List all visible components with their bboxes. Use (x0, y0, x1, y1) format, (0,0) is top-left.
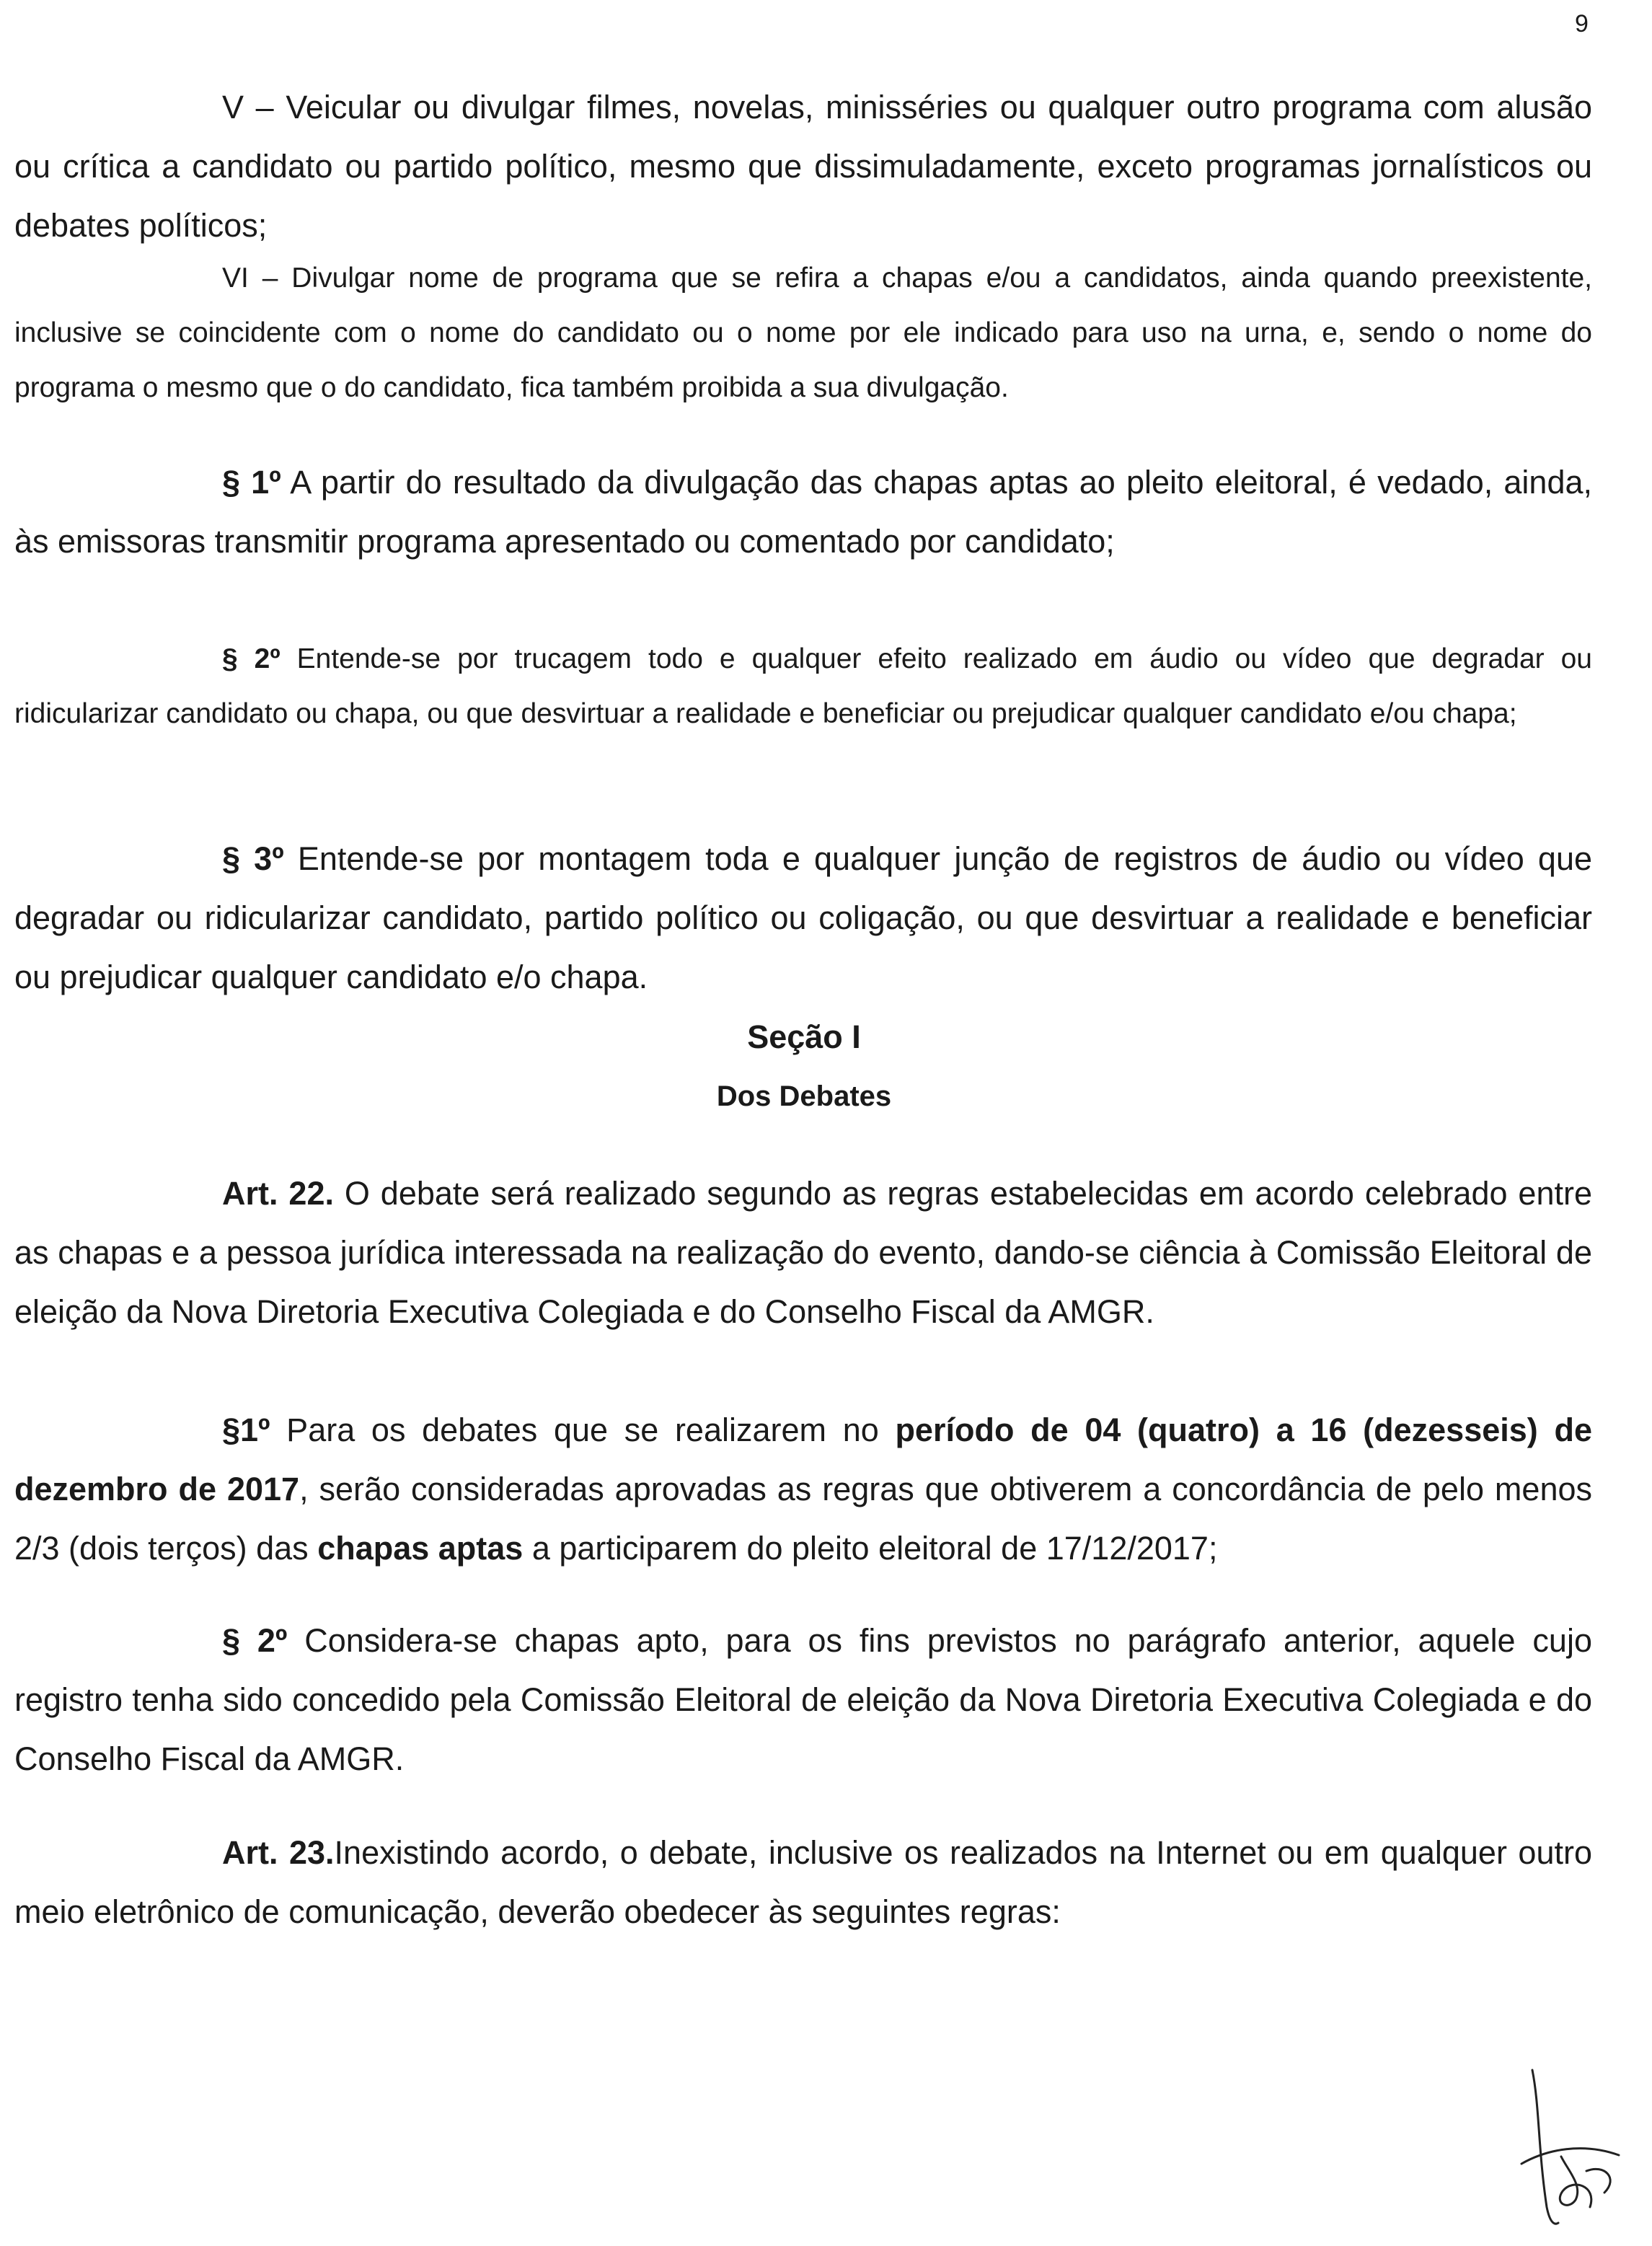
article-22-p2-label: § 2º (222, 1622, 288, 1659)
article-22-p2-text: Considera-se chapas apto, para os fins previstos no parágrafo anterior, aquele cujo registro tenha sido concedido pela Comissão Eleitoral de eleição da Nova Diretoria Executiva Colegiada e do Conselho Fiscal da AMGR. (14, 1622, 1592, 1777)
section-title: Seção I (747, 1018, 861, 1055)
section-subtitle: Dos Debates (716, 1080, 892, 1112)
item-vi-text: VI – Divulgar nome de programa que se refira a chapas e/ou a candidatos, ainda quando preexistente, inclusive se coincidente com o nome do candidato ou o nome por ele indicado para uso na urna, e, sendo o nome do programa o mesmo que o do candidato, fica também proibida a sua divulgação. (14, 263, 1592, 403)
article-22-paragraph-2 (14, 1611, 1592, 1789)
article-22-p1-text-a: Para os debates que se realizarem no (270, 1412, 896, 1448)
article-23-label: Art. 23. (222, 1834, 335, 1871)
article-22-p1-text-b: , serão consideradas aprovadas as regras que obtiverem a concordância de pelo menos 2/3 (dois terços) das (14, 1471, 1592, 1567)
article-22-p1-bold-a: período de 04 (quatro) a 16 (dezesseis) de dezembro de 2017 (14, 1412, 1592, 1507)
handwritten-signature (1518, 2063, 1626, 2229)
paragraph-2-label: § 2º (222, 643, 281, 674)
article-22-paragraph-1 (14, 1401, 1592, 1578)
paragraph-3-label: § 3º (222, 840, 284, 877)
article-22 (14, 1164, 1592, 1342)
item-vi (14, 251, 1592, 415)
item-v-text: V – Veicular ou divulgar filmes, novelas, minisséries ou qualquer outro programa com alusão ou crítica a candidato ou partido político, mesmo que dissimuladamente, exceto programas jornalísticos ou debates políticos; (14, 89, 1592, 244)
article-22-p1-bold-b: chapas aptas (317, 1530, 524, 1567)
article-22-p1-text-c: a participarem do pleito eleitoral de 17/12/2017; (523, 1530, 1218, 1567)
item-v (14, 78, 1592, 255)
paragraph-1-text: A partir do resultado da divulgação das chapas aptas ao pleito eleitoral, é vedado, ainda, às emissoras transmitir programa apresentado ou comentado por candidato; (14, 464, 1592, 560)
paragraph-2 (14, 632, 1592, 741)
article-22-label: Art. 22. (222, 1175, 334, 1212)
article-23-text: Inexistindo acordo, o debate, inclusive os realizados na Internet ou em qualquer outro meio eletrônico de comunicação, deverão obedecer às seguintes regras: (14, 1834, 1592, 1930)
paragraph-2-text: Entende-se por trucagem todo e qualquer efeito realizado em áudio ou vídeo que degradar ou ridicularizar candidato ou chapa, ou que desvirtuar a realidade e beneficiar ou prejudicar qualquer candidato e/ou chapa; (14, 643, 1592, 729)
paragraph-1-label: § 1º (222, 464, 281, 501)
page-number: 9 (1575, 10, 1589, 38)
paragraph-1 (14, 453, 1592, 571)
paragraph-3 (14, 829, 1592, 1007)
paragraph-3-text: Entende-se por montagem toda e qualquer junção de registros de áudio ou vídeo que degradar ou ridicularizar candidato, partido político ou coligação, ou que desvirtuar a realidade e beneficiar ou prejudicar qualquer candidato e/o chapa. (14, 840, 1592, 995)
article-23 (14, 1823, 1592, 1942)
article-22-text: O debate será realizado segundo as regras estabelecidas em acordo celebrado entre as chapas e a pessoa jurídica interessada na realização do evento, dando-se ciência à Comissão Eleitoral de eleição da Nova Diretoria Executiva Colegiada e do Conselho Fiscal da AMGR. (14, 1175, 1592, 1330)
article-22-p1-label: §1º (222, 1412, 270, 1448)
